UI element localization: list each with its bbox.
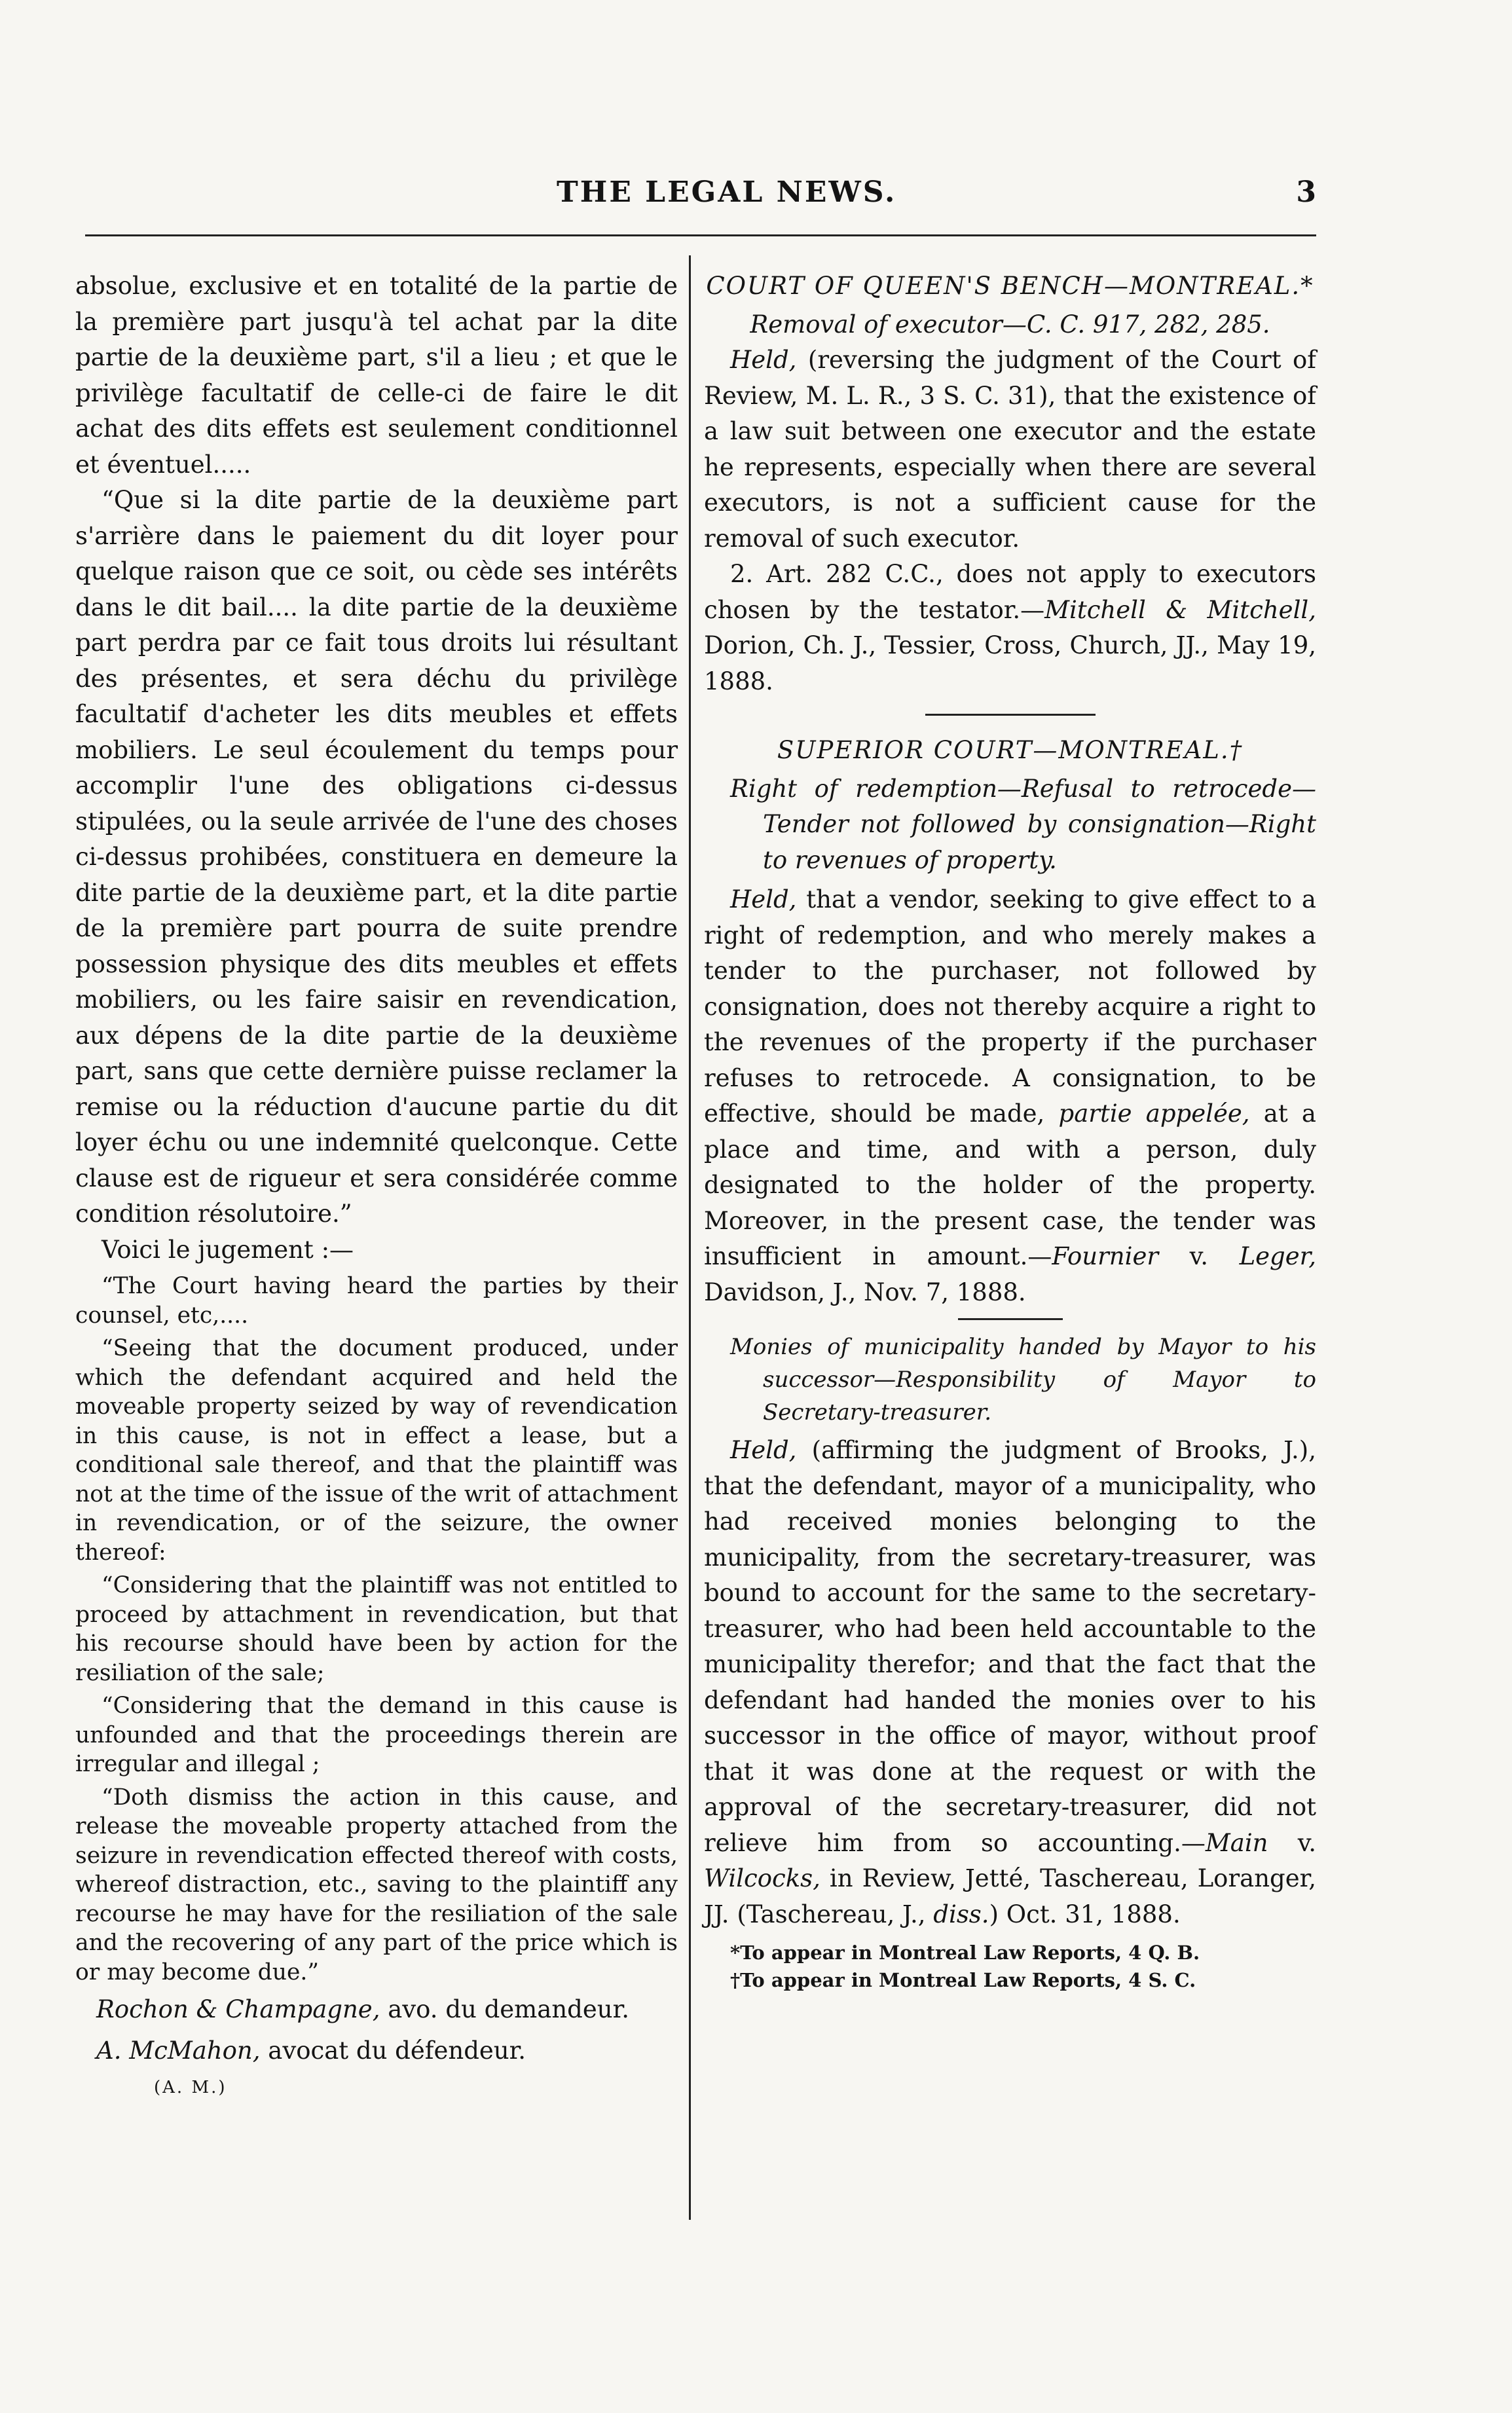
footnotes xyxy=(704,1939,1316,1994)
column-divider xyxy=(689,255,691,2220)
counsel-defendant xyxy=(75,2033,678,2069)
case-name: Wilcocks, xyxy=(704,1864,821,1892)
case-versus: v. xyxy=(1268,1828,1316,1857)
holding xyxy=(704,882,1316,1310)
holding xyxy=(704,342,1316,557)
court-heading: COURT OF QUEEN'S BENCH—MONTREAL.* xyxy=(706,272,1314,300)
holding-text: at a place and time, and with a person, duly designated to the holder of the property. Moreover, in the present case, the tender was insufficient in amount.— xyxy=(704,1099,1316,1270)
case-name: Fournier xyxy=(1052,1242,1159,1270)
footnote: †To appear in Montreal Law Reports, 4 S. C. xyxy=(730,1969,1196,1991)
holding-text: (affirming the judgment of Brooks, J.), that the defendant, mayor of a municipality, who had received monies belonging to the municipality, from the secretary-treasurer, was bound to account for the same to the secretary-treasurer, who had been held accountable to the municipality therefor; and that the fact that the defendant had handed the monies over to his successor in the office of mayor, without proof that it was done at the request or with the approval of the secretary-treasurer, did not relieve him from so accounting.— xyxy=(704,1436,1316,1857)
case-rubric: Right of redemption—Refusal to retrocede—Tender not followed by consignation—Right to revenues of property. xyxy=(730,774,1316,874)
counsel-defendant-role: avocat du défendeur. xyxy=(260,2036,526,2065)
reporter-initials: (A. M.) xyxy=(154,2078,227,2097)
paragraph: absolue, exclusive et en totalité de la partie de la première part jusqu'à tel achat par la dite partie de la deuxième part, s'il a lieu ; et que le privilège facultatif de celle-ci de faire le dit achat des dits effets est seulement conditionnel et éventuel..... xyxy=(75,272,678,479)
case-rubric: Monies of municipality handed by Mayor to his successor—Responsibility of Mayor to Secretary-treasurer. xyxy=(730,1334,1316,1426)
holding xyxy=(704,1433,1316,1932)
holding-text: (reversing the judgment of the Court of Review, M. L. R., 3 S. C. 31), that the existence of a law suit between one executor and the estate he represents, especially when there are several executors, is not a sufficient cause for the removal of such executor. xyxy=(704,346,1316,553)
case-name: Mitchell & Mitchell, xyxy=(1044,595,1317,624)
held-label: Held, xyxy=(730,346,797,374)
footnote: *To appear in Montreal Law Reports, 4 Q. B. xyxy=(730,1942,1200,1964)
court-heading: SUPERIOR COURT—MONTREAL.† xyxy=(777,736,1244,764)
right-column xyxy=(704,268,1316,1994)
held-label: Held, xyxy=(730,885,797,913)
judgment-paragraph: “Seeing that the document produced, under which the defendant acquired and held the moveable property seized by way of revendication in this cause, is not in effect a lease, but a conditional sale thereof, and that the plaintiff was not at the time of the issue of the writ of attachment in revendication, or of the seizure, the owner thereof: xyxy=(75,1335,678,1566)
counsel-defendant-name: A. McMahon, xyxy=(96,2036,261,2065)
point-text: 2. Art. 282 C.C., does not apply to executors chosen by the testator.— xyxy=(704,560,1316,624)
counsel-plaintiff-role: avo. du demandeur. xyxy=(380,1995,629,2023)
judgment-paragraph: “The Court having heard the parties by their counsel, etc,.... xyxy=(75,1273,678,1329)
section-rule xyxy=(925,714,1096,716)
holding-text: that a vendor, seeking to give effect to a right of redemption, and who merely makes a tender to the purchaser, not followed by consignation, does not thereby acquire a right to the revenues of the property if the purchaser refuses to retrocede. A consignation, to be effective, should be made, xyxy=(704,885,1316,1128)
case-citation: ) Oct. 31, 1888. xyxy=(989,1900,1181,1928)
held-label: Held, xyxy=(730,1436,797,1464)
case-name: Main xyxy=(1205,1828,1268,1857)
case-versus: v. xyxy=(1158,1242,1240,1270)
page-number: 3 xyxy=(1296,175,1316,209)
left-column xyxy=(75,268,678,2106)
header-rule xyxy=(85,234,1316,236)
journal-title: THE LEGAL NEWS. xyxy=(557,175,897,209)
case-name: Leger, xyxy=(1239,1242,1316,1270)
case-citation: Dorion, Ch. J., Tessier, Cross, Church, JJ., May 19, 1888. xyxy=(704,631,1316,695)
holding-point xyxy=(704,557,1316,699)
counsel-plaintiff-name: Rochon & Champagne, xyxy=(96,1995,380,2023)
latin-term: partie appelée, xyxy=(1058,1099,1250,1128)
judgment-paragraph: “Considering that the demand in this cause is unfounded and that the proceedings therein are irregular and illegal ; xyxy=(75,1693,678,1777)
case-citation: in Review, Jetté, Taschereau, Loranger, JJ. (Taschereau, J., xyxy=(704,1864,1316,1928)
judgment-paragraph: “Considering that the plaintiff was not entitled to proceed by attachment in revendication, but that his recourse should have been by action for the resiliation of the sale; xyxy=(75,1572,678,1686)
case-citation: Davidson, J., Nov. 7, 1888. xyxy=(704,1278,1026,1306)
judgment-paragraph: “Doth dismiss the action in this cause, and release the moveable property attached from the seizure in revendication effected thereof with costs, whereof distraction, etc., saving to the plaintiff any recourse he may have for the resiliation of the sale and the recovering of any part of the price which is or may become due.” xyxy=(75,1784,678,1985)
section-rule xyxy=(958,1318,1063,1320)
paragraph: Voici le jugement :— xyxy=(101,1235,354,1264)
running-head xyxy=(85,175,1316,221)
case-rubric: Removal of executor—C. C. 917, 282, 285. xyxy=(750,310,1270,339)
dissent-mark: diss. xyxy=(933,1900,989,1928)
paragraph: “Que si la dite partie de la deuxième part s'arrière dans le paiement du dit loyer pour quelque raison que ce soit, ou cède ses intérêts dans le dit bail.... la dite partie de la deuxième part perdra par ce fait tous droits lui résultant des présentes, et sera déchu du privilège facultatif d'acheter les dits meubles et effets mobiliers. Le seul écoulement du temps pour accomplir l'une des obligations ci-dessus stipulées, ou la seule arrivée de l'une des choses ci-dessus prohibées, constituera en demeure la dite partie de la deuxième part, et la dite partie de la première part pourra de suite prendre possession physique des dits meubles et effets mobiliers, ou les faire saisir en revendication, aux dépens de la dite partie de la deuxième part, sans que cette dernière puisse reclamer la remise ou la réduction d'aucune partie du dit loyer échu ou une indemnité quelconque. Cette clause est de rigueur et sera considérée comme condition résolutoire.” xyxy=(75,486,678,1228)
counsel-plaintiff xyxy=(75,1992,678,2028)
